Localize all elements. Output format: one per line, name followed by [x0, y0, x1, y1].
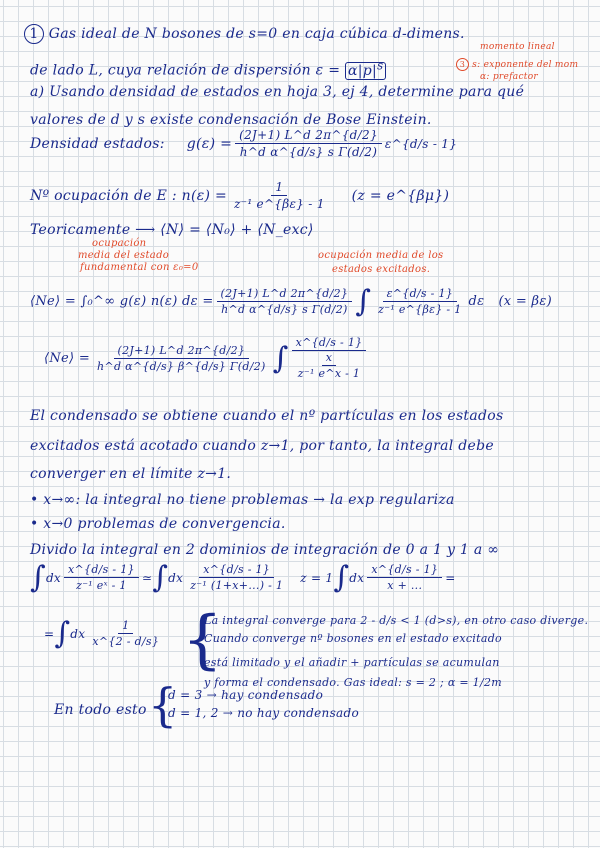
- nexc-equation-1: [30, 284, 552, 319]
- nexc2-integrand: [292, 336, 367, 380]
- paragraph-line-2: excitados está acotado cuando z→1, por tanto, la integral debe: [30, 438, 494, 454]
- dispersion-text: de lado L, cuya relación de dispersión ε =: [30, 62, 341, 79]
- bullet-small-x: • x→0 problemas de convergencia.: [30, 516, 286, 532]
- nexc-equation-2: [44, 336, 369, 380]
- final-integrand: [88, 619, 163, 648]
- side-note-3: α: prefactor: [480, 72, 539, 82]
- density-numerator: (2J+1) L^d 2π^{d/2}: [235, 128, 382, 144]
- case-d12: d = 1, 2 → no hay condensado: [168, 706, 359, 720]
- x-substitution: (x = βε): [498, 294, 552, 309]
- comment-line-2: Cuando converge nº bosones en el estado excitado: [204, 632, 502, 645]
- final-integrand-denominator: x^{2 - d/s}: [92, 635, 160, 648]
- problem-title-line-2: [30, 58, 386, 79]
- dispersion-expression: α|p|: [348, 62, 378, 79]
- case-d3: d = 3 → hay condensado: [168, 688, 324, 702]
- part-a-line-1: a) Usando densidad de estados en hoja 3, ej 4, determine para qué: [30, 84, 525, 100]
- side-note-number: 3: [456, 58, 469, 71]
- density-label: Densidad estados:: [30, 135, 165, 152]
- red-note-excited-1: ocupación media de los: [318, 250, 444, 261]
- fugacity-definition: (z = e^{βμ}): [351, 187, 450, 204]
- integral-sign-3: ∫: [30, 560, 46, 595]
- dispersion-box: [345, 58, 386, 80]
- occupation-denominator: z⁻¹ e^{βε} - 1: [234, 197, 325, 211]
- density-of-states-equation: [30, 128, 457, 159]
- problem-title-line-1: [24, 24, 465, 44]
- split-term-3: [367, 563, 442, 592]
- integral-sign-1: ∫: [355, 284, 372, 319]
- comment-line-1: La integral converge para 2 - d/s < 1 (d>s), en otro caso diverge.: [204, 614, 589, 627]
- split-term-3-numerator: x^{d/s - 1}: [367, 563, 442, 578]
- paragraph-line-1: El condensado se obtiene cuando el nº partículas en los estados: [30, 408, 504, 424]
- nexc1-lhs: ⟨Ne⟩ = ∫₀^∞ g(ε) n(ε) dε =: [30, 294, 214, 309]
- side-note-2-text: s: exponente del mom: [472, 60, 579, 70]
- red-note-ground-2: media del estado: [78, 250, 170, 261]
- comment-line-4: y forma el condensado. Gas ideal: s = 2 ; α = 1/2m: [204, 676, 503, 689]
- nexc1-integrand-numerator: ε^{d/s - 1}: [383, 287, 458, 302]
- nexc2-integrand-numerator: [292, 336, 367, 351]
- integral-sign-5: ∫: [333, 560, 350, 595]
- z-equals-one: z = 1: [300, 570, 334, 585]
- nexc2-power: x^{d/s - 1}: [295, 336, 363, 349]
- split-term-2: [186, 563, 287, 592]
- conclusion-label: En todo esto: [54, 702, 147, 718]
- nexc2-numerator: (2J+1) L^d 2π^{d/2}: [114, 344, 250, 359]
- side-note-1: momento lineal: [480, 42, 555, 52]
- approx-sign: ≃: [141, 570, 153, 585]
- equals-sign: =: [445, 570, 456, 585]
- occupation-label: Nº ocupación de E : n(ε) =: [30, 187, 228, 204]
- nexc2-prefactor: [93, 344, 270, 373]
- side-note-2: [456, 58, 578, 71]
- occupation-equation: [30, 180, 449, 211]
- split-term-1: [64, 563, 139, 592]
- integral-sign-6: ∫: [54, 616, 71, 651]
- final-integrand-numerator: 1: [118, 619, 133, 634]
- nexc1-numerator: (2J+1) L^d 2π^{d/2}: [217, 287, 353, 302]
- problem-number: 1: [24, 24, 44, 44]
- nexc1-prefactor: [217, 287, 353, 316]
- problem-title-text: Gas ideal de N bosones de s=0 en caja cúbica d-dimens.: [48, 26, 465, 42]
- split-term-3-denominator: x + ...: [387, 579, 423, 592]
- red-note-excited-2: estados excitados.: [332, 264, 431, 275]
- part-a-line-2: valores de d y s existe condensación de Bose Einstein.: [30, 112, 432, 128]
- nexc1-denominator: h^d α^{d/s} s Γ(d/2): [221, 303, 348, 316]
- nexc1-differential: dε: [468, 294, 485, 309]
- split-term-2-numerator: x^{d/s - 1}: [199, 563, 274, 578]
- occupation-numerator: 1: [271, 180, 287, 196]
- dispersion-exponent: s: [377, 58, 384, 72]
- split-integral-equation: ∫ dx $\frac{x\^{}\{d/s - 1\}}{\text{z⁻¹ eˣ - 1}}$ ≃ ∫ dx $\frac{x\^{}\{d/s - 1\}}{\text{z⁻¹ (1+x+...) - 1}}$ z = 1 ∫ dx $\frac{x\^{}\{d/s - 1\}}{x + ...}$ =: [30, 560, 456, 595]
- theory-line: Teoricamente ⟶ ⟨N⟩ = ⟨N₀⟩ + ⟨N_exc⟩: [30, 222, 314, 238]
- final-integral: = ∫ dx $\frac{1}{x\^{}\{2 - d/s\}}$: [44, 616, 166, 651]
- integral-sign-2: ∫: [272, 340, 289, 376]
- density-fraction: [235, 128, 382, 159]
- red-note-ground-3: fundamental con ε₀=0: [80, 262, 199, 273]
- density-denominator: h^d α^{d/s} s Γ(d/2): [239, 145, 378, 159]
- paragraph-line-4: Divido la integral en 2 dominios de integración de 0 a 1 y 1 a ∞: [30, 542, 500, 558]
- split-term-1-numerator: x^{d/s - 1}: [64, 563, 139, 578]
- paragraph-line-3: converger en el límite z→1.: [30, 466, 232, 482]
- nexc2-integrand-denominator: z⁻¹ e^x - 1: [297, 367, 361, 380]
- split-term-1-denominator: z⁻¹ eˣ - 1: [76, 579, 127, 592]
- comment-line-3: está limitado y el añadir + partículas se acumulan: [204, 656, 500, 669]
- red-note-ground-1: ocupación: [92, 238, 147, 249]
- occupation-fraction: [230, 180, 329, 211]
- nexc2-x: x: [322, 351, 337, 366]
- integral-sign-4: ∫: [152, 560, 169, 595]
- nexc2-denominator: h^d α^{d/s} β^{d/s} Γ(d/2): [97, 359, 266, 373]
- nexc1-integrand: [374, 287, 465, 316]
- density-lhs: g(ε) =: [186, 135, 233, 152]
- nexc2-lhs: ⟨Ne⟩ =: [44, 350, 91, 366]
- conclusion-brace: {: [148, 678, 178, 732]
- density-energy-term: ε^{d/s - 1}: [384, 136, 458, 151]
- split-term-2-denominator: z⁻¹ (1+x+...) - 1: [190, 579, 284, 592]
- nexc1-integrand-denominator: z⁻¹ e^{βε} - 1: [378, 303, 462, 316]
- comment-brace: {: [182, 603, 223, 677]
- bullet-large-x: • x→∞: la integral no tiene problemas → la exp regulariza: [30, 492, 455, 508]
